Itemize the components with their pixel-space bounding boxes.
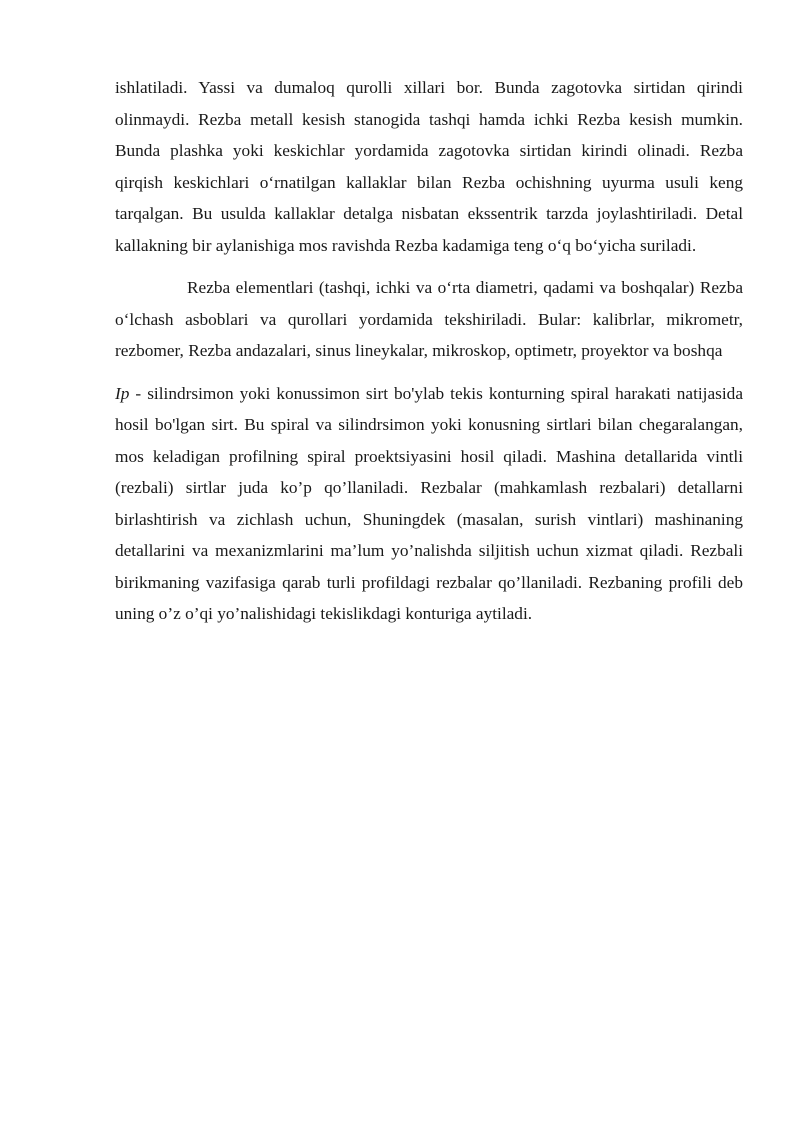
paragraph-1: ishlatiladi. Yassi va dumaloq qurolli xillari bor. Bunda zagotovka sirtidan qirindi olinmaydi. Rezba metall kesish stanogida tashqi hamda ichki Rezba kesish mumkin. Bunda plashka yoki keskichlar yordamida zagotovka sirtidan kirindi olinadi. Rezba qirqish keskichlari o‘rnatilgan kallaklar bilan Rezba ochishning uyurma usuli keng tarqalgan. Bu usulda kallaklar detalga nisbatan ekssentrik tarzda joylashtiriladi. Detal kallakning bir aylanishiga mos ravishda Rezba kadamiga teng o‘q bo‘yicha suriladi. <box>115 78 743 255</box>
paragraph-2: Rezba elementlari (tashqi, ichki va o‘rta diametri, qadami va boshqalar) Rezba o‘lchash asboblari va qurollari yordamida tekshiriladi. Bular: kalibrlar, mikrometr, rezbomer, Rezba andazalari, sinus lineykalar, mikroskop, optimetr, proyektor va boshqa <box>115 278 743 360</box>
term-ip: Ip <box>115 383 130 403</box>
paragraph-3 <box>115 378 743 630</box>
document-body <box>115 72 743 641</box>
paragraph-3-text: - silindrsimon yoki konussimon sirt bo'ylab tekis konturning spiral harakati natijasida hosil bo'lgan sirt. Bu spiral va silindrsimon yoki konusning sirtlari bilan chegaralangan, mos keladigan profilning spiral proektsiyasini hosil qiladi. Mashina detallarida vintli (rezbali) sirtlar juda ko’p qo’llaniladi. Rezbalar (mahkamlash rezbalari) detallarni birlashtirish va zichlash uchun, Shuningdek (masalan, surish vintlari) mashinaning detallarini va mexanizmlarini ma’lum yo’nalishda siljitish uchun xizmat qiladi. Rezbali birikmaning vazifasiga qarab turli profildagi rezbalar qo’llaniladi. Rezbaning profili deb uning o’z o’qi yo’nalishidagi tekislikdagi konturiga aytiladi. <box>115 383 743 623</box>
